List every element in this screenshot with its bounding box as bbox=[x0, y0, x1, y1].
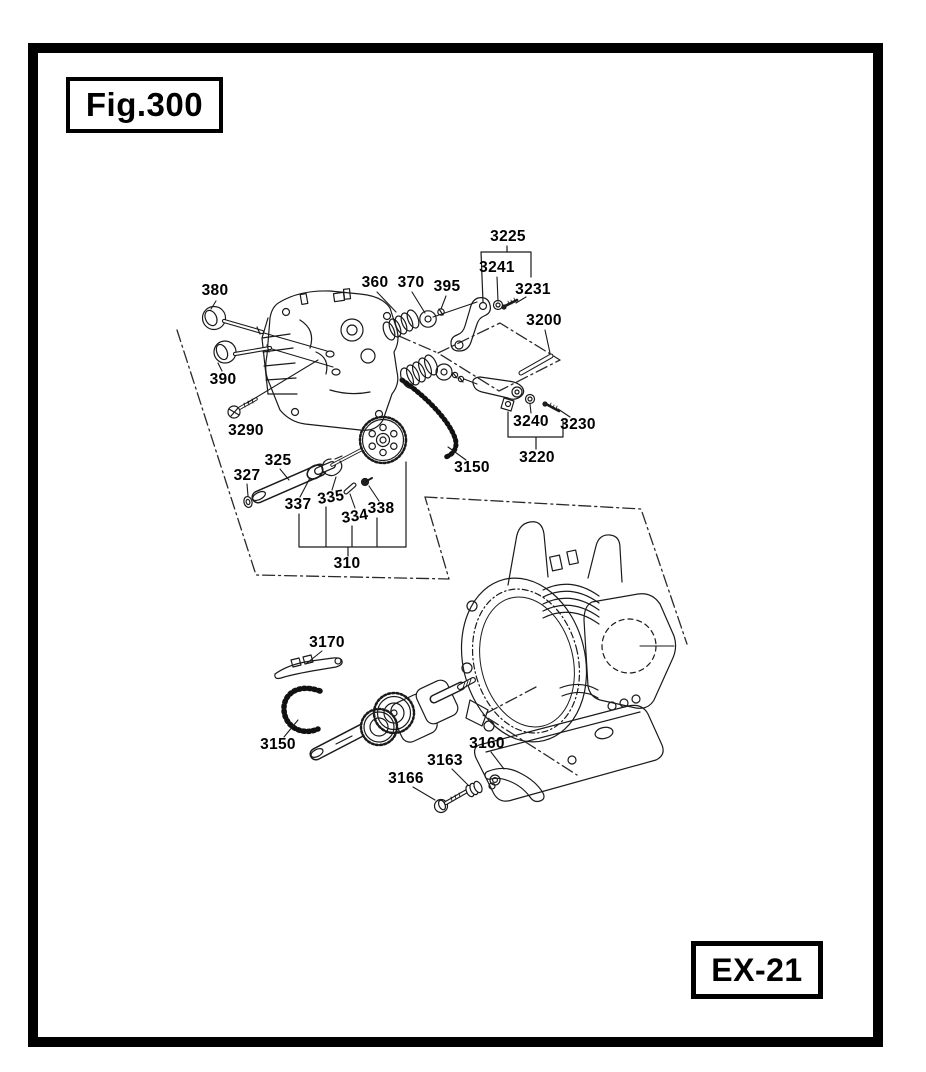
part-label-3150-lower: 3150 bbox=[260, 736, 296, 753]
part-label-310: 310 bbox=[333, 555, 361, 572]
figure-number: Fig.300 bbox=[85, 86, 204, 123]
part-label-3220: 3220 bbox=[519, 449, 555, 466]
part-label-325: 325 bbox=[264, 452, 292, 469]
sheet-code-box bbox=[691, 941, 823, 999]
part-label-337: 337 bbox=[284, 496, 312, 513]
part-label-3230: 3230 bbox=[560, 416, 596, 433]
part-label-3290: 3290 bbox=[228, 422, 264, 439]
part-label-3150-upper: 3150 bbox=[454, 459, 490, 476]
part-label-335: 335 bbox=[316, 487, 346, 508]
part-label-3160: 3160 bbox=[469, 735, 505, 752]
part-label-3240: 3240 bbox=[513, 413, 549, 430]
figure-number-box bbox=[66, 77, 223, 133]
part-label-3231: 3231 bbox=[515, 281, 551, 298]
part-label-370: 370 bbox=[397, 274, 425, 291]
part-label-395: 395 bbox=[433, 278, 461, 295]
part-label-327: 327 bbox=[233, 467, 261, 484]
part-label-390: 390 bbox=[209, 371, 237, 388]
part-label-3241: 3241 bbox=[479, 259, 515, 276]
sheet-code: EX-21 bbox=[711, 951, 803, 988]
part-label-3225: 3225 bbox=[490, 228, 526, 245]
part-label-334: 334 bbox=[340, 506, 370, 527]
part-label-338: 338 bbox=[367, 500, 395, 517]
part-label-3170: 3170 bbox=[309, 634, 345, 651]
part-label-360: 360 bbox=[361, 274, 389, 291]
part-label-3166: 3166 bbox=[388, 770, 424, 787]
part-label-3200: 3200 bbox=[526, 312, 562, 329]
part-label-3163: 3163 bbox=[427, 752, 463, 769]
part-label-380: 380 bbox=[201, 282, 229, 299]
page-border bbox=[28, 43, 883, 1047]
